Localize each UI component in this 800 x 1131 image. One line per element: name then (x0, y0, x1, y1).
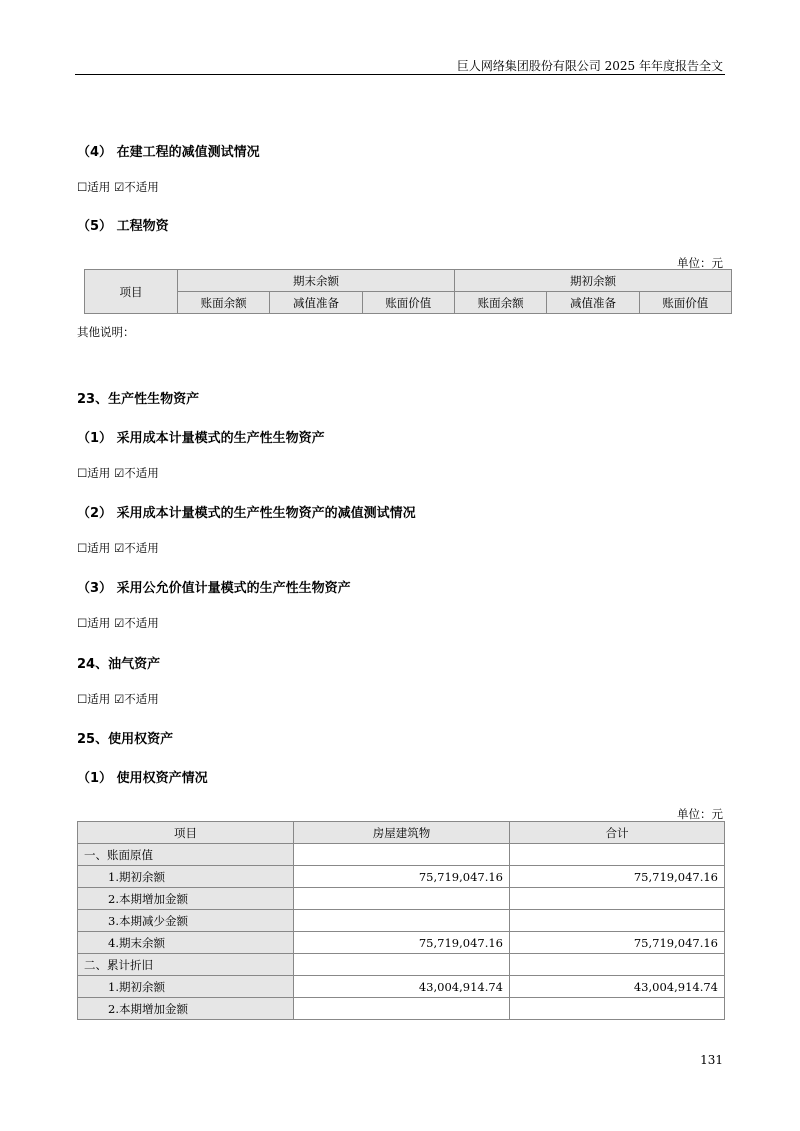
report-header-title: 巨人网络集团股份有限公司 2025 年年度报告全文 (456, 59, 723, 73)
cell-total (510, 954, 725, 976)
cell-total (510, 998, 725, 1020)
table-row (78, 998, 725, 1020)
table-row (78, 932, 725, 954)
row-label: 2.本期增加金额 (78, 888, 294, 910)
section-23-1-applicability: ☐适用 ☑不适用 (77, 466, 159, 480)
cell-building: 75,719,047.16 (294, 866, 510, 888)
table-subheader: 账面价值 (639, 292, 731, 314)
cell-total: 75,719,047.16 (510, 932, 725, 954)
table-header-total: 合计 (510, 822, 725, 844)
section-5-heading: （5） 工程物资 (77, 219, 169, 234)
table-row (78, 910, 725, 932)
table-row (78, 888, 725, 910)
row-label: 3.本期减少金额 (78, 910, 294, 932)
cell-total: 43,004,914.74 (510, 976, 725, 998)
section-4-heading: （4） 在建工程的减值测试情况 (77, 145, 260, 160)
section-25-1-heading: （1） 使用权资产情况 (77, 771, 208, 786)
table-subheader: 减值准备 (547, 292, 639, 314)
row-label: 二、累计折旧 (78, 954, 294, 976)
cell-total (510, 844, 725, 866)
table-subheader: 账面价值 (362, 292, 454, 314)
table-header-building: 房屋建筑物 (294, 822, 510, 844)
table-row (78, 866, 725, 888)
section-25-unit: 单位：元 (677, 807, 723, 821)
section-24-heading: 24、油气资产 (77, 657, 161, 672)
cell-building (294, 888, 510, 910)
table-header-ending-balance: 期末余额 (178, 270, 455, 292)
section-23-2-applicability: ☐适用 ☑不适用 (77, 541, 159, 555)
table-header-item: 项目 (78, 822, 294, 844)
table-subheader: 账面余额 (178, 292, 270, 314)
other-notes-label: 其他说明： (77, 325, 135, 339)
cell-building: 43,004,914.74 (294, 976, 510, 998)
cell-building: 75,719,047.16 (294, 932, 510, 954)
table-subheader: 账面余额 (454, 292, 546, 314)
row-label: 2.本期增加金额 (78, 998, 294, 1020)
table-header-item: 项目 (85, 270, 178, 314)
table-subheader: 减值准备 (270, 292, 362, 314)
section-5-unit: 单位：元 (677, 256, 723, 270)
row-label: 4.期末余额 (78, 932, 294, 954)
table-row (78, 976, 725, 998)
construction-materials-table (84, 269, 732, 314)
cell-total (510, 910, 725, 932)
section-23-1-heading: （1） 采用成本计量模式的生产性生物资产 (77, 431, 325, 446)
row-label: 1.期初余额 (78, 976, 294, 998)
section-4-applicability: ☐适用 ☑不适用 (77, 180, 159, 194)
table-header-opening-balance: 期初余额 (454, 270, 731, 292)
header-divider (75, 74, 725, 75)
cell-total (510, 888, 725, 910)
section-24-applicability: ☐适用 ☑不适用 (77, 692, 159, 706)
section-23-3-heading: （3） 采用公允价值计量模式的生产性生物资产 (77, 581, 351, 596)
cell-building (294, 910, 510, 932)
row-label: 1.期初余额 (78, 866, 294, 888)
cell-building (294, 998, 510, 1020)
row-label: 一、账面原值 (78, 844, 294, 866)
cell-building (294, 844, 510, 866)
page-number: 131 (700, 1053, 723, 1067)
table-row (78, 954, 725, 976)
cell-building (294, 954, 510, 976)
table-row (78, 844, 725, 866)
right-of-use-assets-table (77, 821, 725, 1020)
section-23-2-heading: （2） 采用成本计量模式的生产性生物资产的减值测试情况 (77, 506, 416, 521)
section-25-heading: 25、使用权资产 (77, 732, 174, 747)
cell-total: 75,719,047.16 (510, 866, 725, 888)
section-23-3-applicability: ☐适用 ☑不适用 (77, 616, 159, 630)
section-23-heading: 23、生产性生物资产 (77, 392, 200, 407)
